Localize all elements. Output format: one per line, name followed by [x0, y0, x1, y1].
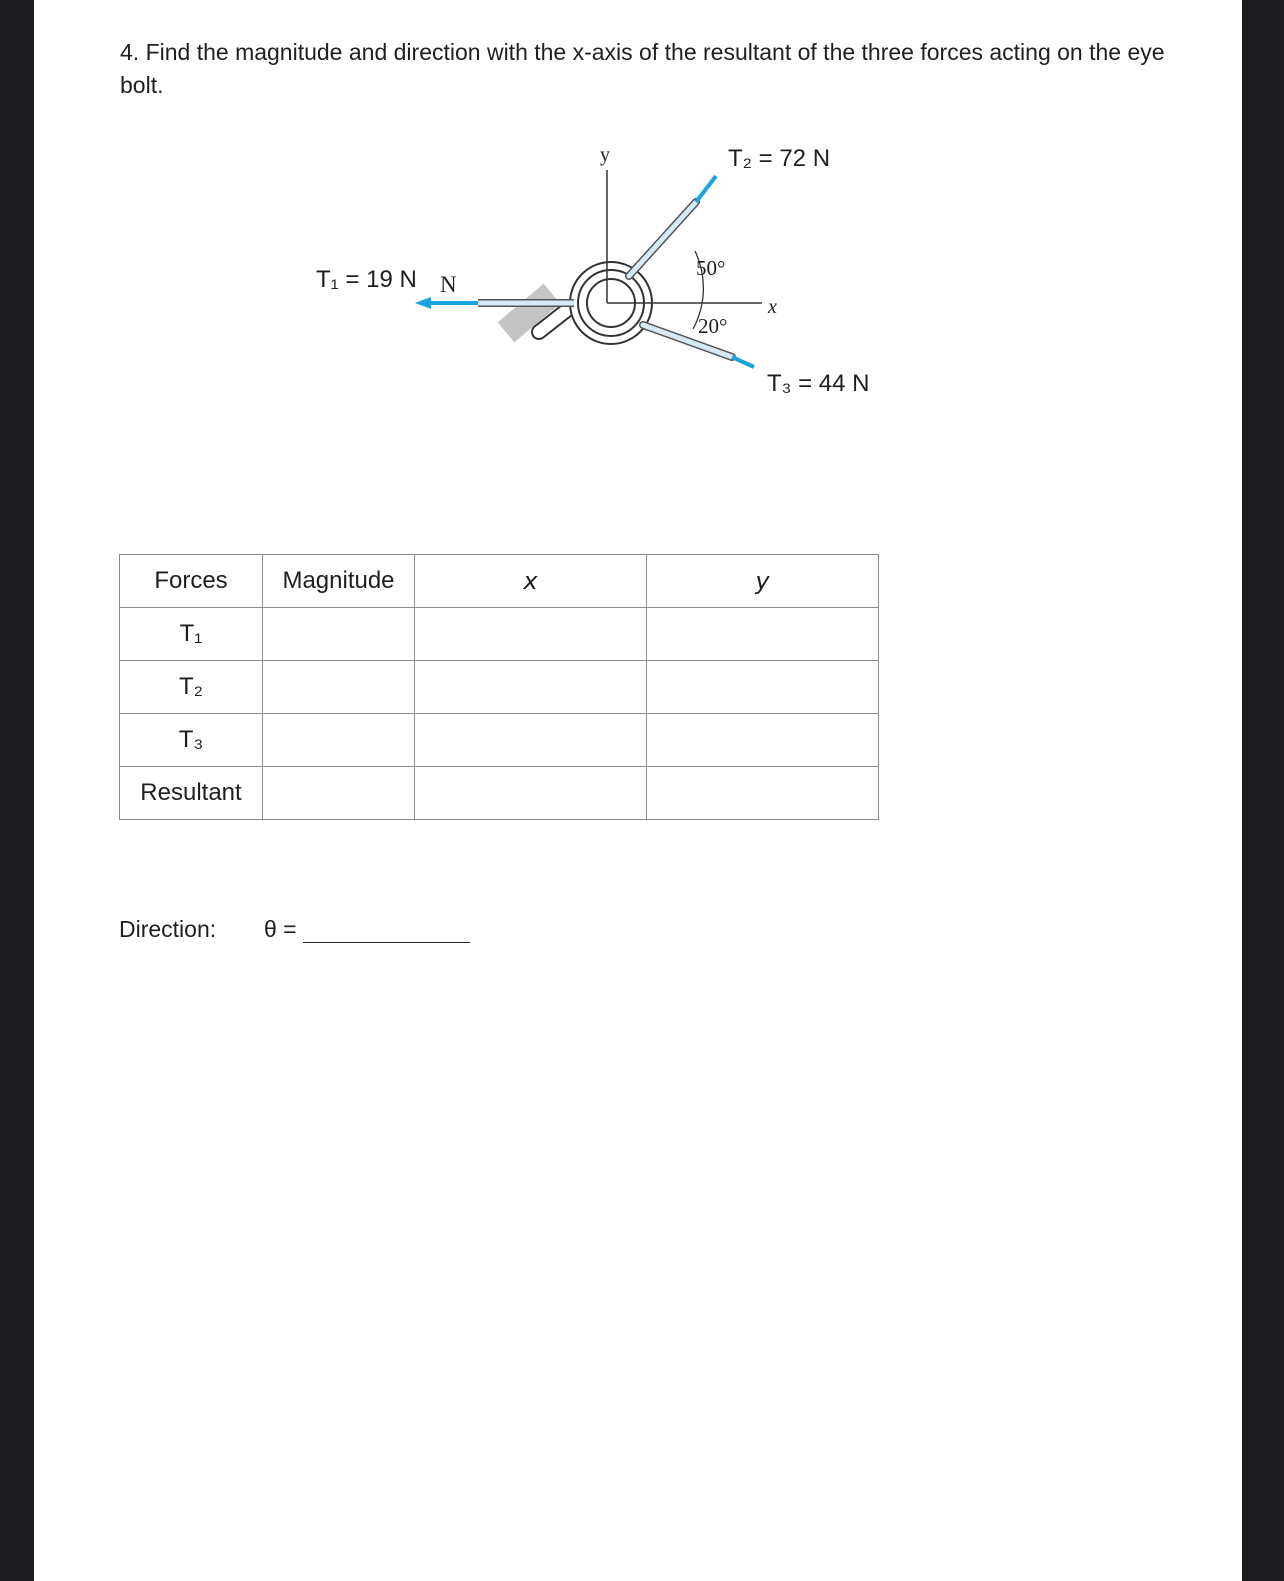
cell-t3-x[interactable] [415, 714, 647, 767]
table-row [120, 608, 879, 661]
direction-label: Direction: [119, 916, 217, 942]
cell-t3-magnitude[interactable] [263, 714, 415, 767]
question-text: 4. Find the magnitude and direction with the x-axis of the resultant of the three forces acting on the eye bolt. [120, 39, 1165, 98]
direction-answer-blank[interactable] [303, 942, 470, 943]
t1-label: T₁ = 19 N [316, 266, 417, 293]
eye-bolt-diagram [34, 0, 1242, 480]
cell-t1-y[interactable] [647, 608, 879, 661]
row-label-resultant: Resultant [120, 767, 263, 820]
y-axis-label: y [600, 144, 610, 166]
theta-label: θ = [264, 916, 297, 942]
table-row [120, 767, 879, 820]
table-header-row [120, 555, 879, 608]
cell-t1-x[interactable] [415, 608, 647, 661]
header-forces: Forces [120, 555, 263, 608]
cell-resultant-magnitude[interactable] [263, 767, 415, 820]
header-x: x [415, 555, 647, 608]
t3-arrow [732, 357, 754, 367]
t1-arrowhead [415, 297, 431, 309]
angle-50-label: 50° [696, 256, 726, 280]
cell-resultant-y[interactable] [647, 767, 879, 820]
worksheet-page [34, 0, 1242, 1581]
t2-arrow [696, 176, 716, 202]
header-y: y [647, 555, 879, 608]
cell-t2-y[interactable] [647, 661, 879, 714]
cell-t2-x[interactable] [415, 661, 647, 714]
row-label-t3: T₃ [120, 714, 263, 767]
angle-20-label: 20° [698, 314, 728, 338]
t2-cable [629, 202, 696, 276]
row-label-t2: T₂ [120, 661, 263, 714]
table-row [120, 661, 879, 714]
table-row [120, 714, 879, 767]
t2-label: T₂ = 72 N [728, 145, 831, 172]
forces-table [119, 554, 879, 820]
x-axis-label: x [768, 296, 777, 318]
t1-unit: N [440, 272, 457, 297]
row-label-t1: T₁ [120, 608, 263, 661]
cell-t2-magnitude[interactable] [263, 661, 415, 714]
cell-resultant-x[interactable] [415, 767, 647, 820]
header-magnitude: Magnitude [263, 555, 415, 608]
t3-label: T₃ = 44 N [767, 370, 870, 397]
cell-t1-magnitude[interactable] [263, 608, 415, 661]
cell-t3-y[interactable] [647, 714, 879, 767]
